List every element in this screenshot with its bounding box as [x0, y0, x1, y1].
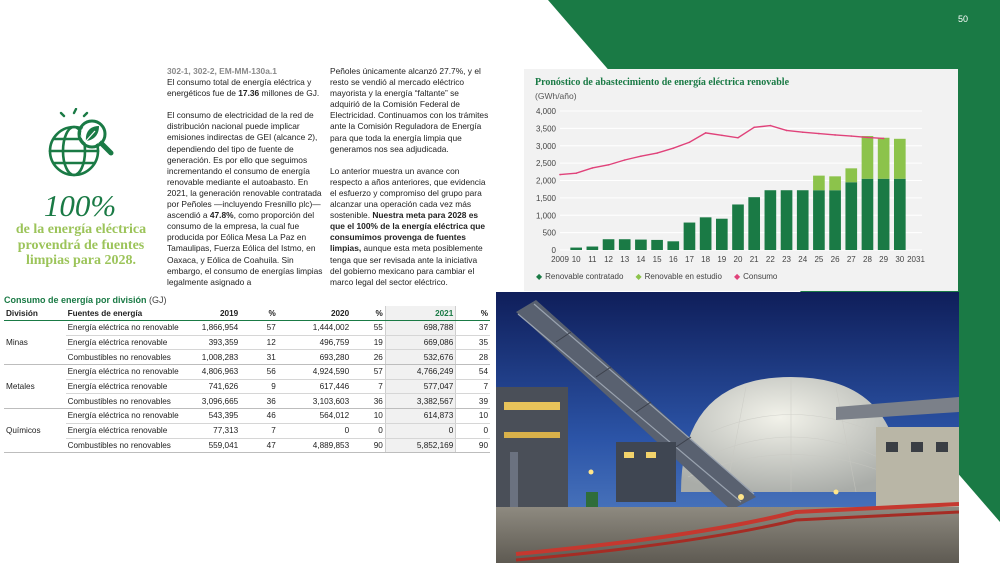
value-cell: 57	[351, 365, 385, 380]
value-cell: 10	[456, 409, 490, 424]
division-cell: Químicos	[6, 426, 41, 436]
bar-renovable-contratado	[667, 241, 679, 250]
consumo-point	[608, 164, 610, 166]
consumo-point	[753, 127, 755, 129]
consumo-point	[575, 172, 577, 174]
value-cell: 0	[351, 423, 385, 438]
legend-item: ◆ Consumo	[733, 272, 778, 281]
source-cell: Combustibles no renovables	[66, 350, 187, 365]
division-cell	[4, 365, 66, 380]
table-title: Consumo de energía por división (GJ)	[4, 295, 167, 305]
consumo-point	[883, 138, 885, 140]
value-cell: 37	[456, 321, 490, 336]
bar-renovable-contratado	[570, 248, 582, 250]
bar-renovable-contratado	[587, 247, 599, 250]
value-cell: 577,047	[385, 379, 455, 394]
x-tick-label: 2009	[551, 255, 569, 264]
value-cell: 4,924,590	[278, 365, 351, 380]
paragraph: Peñoles únicamente alcanzó 27.7%, y el resto se vendió al mercado eléctrico mayorista y la energía “faltante” se adquirió de la Comisión Federal de Electricidad. Continuamos con los trámites ante la Comisión Reguladora de Energía para que toda la energía limpia que generamos nos sea adjudicada.	[330, 66, 489, 154]
source-cell: Energía eléctrica no renovable	[66, 409, 187, 424]
consumo-point	[640, 155, 642, 157]
col-header: 2021	[385, 306, 455, 321]
x-tick-label: 19	[717, 255, 727, 264]
x-tick-label: 14	[636, 255, 646, 264]
value-cell: 1,008,283	[186, 350, 240, 365]
consumo-point	[867, 137, 869, 139]
consumo-point	[770, 125, 772, 127]
value-cell: 3,382,567	[385, 394, 455, 409]
value-cell: 496,759	[278, 335, 351, 350]
chart-title: Pronóstico de abastecimiento de energía eléctrica renovable	[535, 77, 790, 88]
value-cell: 90	[351, 438, 385, 453]
y-tick-label: 4,000	[535, 107, 556, 116]
forecast-chart	[524, 69, 958, 291]
source-cell: Energía eléctrica renovable	[66, 423, 187, 438]
bar-renovable-en-estudio	[894, 139, 906, 179]
chart-legend	[536, 272, 777, 281]
consumo-point	[705, 132, 707, 134]
consumo-point	[850, 135, 852, 137]
value-cell: 31	[240, 350, 278, 365]
legend-item: ◆ Renovable en estudio	[635, 272, 722, 281]
bar-renovable-contratado	[619, 239, 631, 250]
value-cell: 698,788	[385, 321, 455, 336]
value-cell: 564,012	[278, 409, 351, 424]
consumo-point	[689, 141, 691, 143]
bar-renovable-contratado	[603, 239, 615, 250]
x-tick-label: 17	[685, 255, 694, 264]
y-tick-label: 2,000	[535, 176, 556, 186]
value-cell: 54	[456, 365, 490, 380]
table-row	[4, 350, 490, 365]
bar-renovable-contratado	[813, 190, 825, 250]
text-column-1	[167, 66, 327, 299]
y-tick-label: 3,000	[535, 141, 556, 151]
x-tick-label: 29	[879, 255, 889, 264]
x-tick-label: 20	[733, 255, 743, 264]
x-tick-label: 13	[620, 255, 630, 264]
value-cell: 559,041	[186, 438, 240, 453]
y-tick-label: 3,500	[535, 124, 556, 134]
table-row	[4, 409, 490, 424]
bar-renovable-contratado	[797, 190, 809, 250]
source-cell: Energía eléctrica no renovable	[66, 321, 187, 336]
value-cell: 9	[240, 379, 278, 394]
bar-renovable-en-estudio	[829, 176, 841, 190]
table-row	[4, 335, 490, 350]
paragraph: 302-1, 302-2, EM-MM-130a.1 El consumo total de energía eléctrica y energéticos fue de 17.36 millones de GJ.	[167, 66, 320, 99]
value-cell: 56	[240, 365, 278, 380]
bar-renovable-contratado	[732, 204, 744, 250]
source-cell: Energía eléctrica renovable	[66, 379, 187, 394]
value-cell: 7	[240, 423, 278, 438]
bar-renovable-contratado	[862, 179, 874, 250]
bar-renovable-en-estudio	[878, 138, 890, 179]
table-row	[4, 365, 490, 380]
value-cell: 1,444,002	[278, 321, 351, 336]
consumo-point	[672, 147, 674, 149]
value-cell: 36	[351, 394, 385, 409]
col-header: %	[351, 306, 385, 321]
source-cell: Energía eléctrica renovable	[66, 335, 187, 350]
bar-renovable-contratado	[894, 179, 906, 250]
value-cell: 19	[351, 335, 385, 350]
x-tick-label: 25	[814, 255, 824, 264]
energy-consumption-table	[4, 306, 490, 453]
x-tick-label: 21	[749, 255, 759, 264]
value-cell: 3,096,665	[186, 394, 240, 409]
table-row	[4, 321, 490, 336]
value-cell: 55	[351, 321, 385, 336]
legend-item: ◆ Renovable contratado	[536, 272, 624, 281]
bar-renovable-contratado	[684, 223, 696, 250]
x-tick-label: 24	[798, 255, 808, 264]
bar-renovable-en-estudio	[813, 176, 825, 191]
division-cell	[4, 350, 66, 365]
y-tick-label: 2,500	[535, 159, 556, 169]
x-tick-label: 10	[571, 255, 581, 264]
table-row	[4, 379, 490, 394]
value-cell: 7	[456, 379, 490, 394]
division-cell	[4, 394, 66, 409]
bar-renovable-en-estudio	[845, 168, 857, 182]
x-tick-label: 30	[895, 255, 905, 264]
consumo-point	[834, 134, 836, 136]
value-cell: 543,395	[186, 409, 240, 424]
x-tick-label: 18	[701, 255, 711, 264]
bar-renovable-contratado	[700, 217, 712, 250]
value-cell: 28	[456, 350, 490, 365]
bar-renovable-contratado	[635, 240, 647, 250]
x-tick-label: 27	[846, 255, 856, 264]
x-tick-label: 23	[782, 255, 791, 264]
value-cell: 47	[240, 438, 278, 453]
stat-value: 100%	[43, 188, 117, 223]
value-cell: 0	[385, 423, 455, 438]
x-tick-label: 22	[765, 255, 775, 264]
value-cell: 393,359	[186, 335, 240, 350]
value-cell: 90	[456, 438, 490, 453]
bar-renovable-contratado	[878, 179, 890, 250]
paragraph: El consumo de electricidad de la red de distribución nacional puede implicar emisiones indirectas de GEI (alcance 2), dependiendo del tipo de fuente de generación. Es por ello que seguimos incrementando el consumo de energía renovable mediante el autoabasto. En 2021, la generación renovable contratada por Peñoles —incluyendo Fresnillo plc)— ascendió a 47.8%, como proporción del consumo de la empresa, la cual fue producida por Eólica Mesa La Paz en Tamaulipas, Fuerza Eólica del Istmo, en Oaxaca, y Eólica de Coahuila. Sin embargo, el consumo de energías limpias legalmente asignado a	[167, 110, 323, 287]
value-cell: 39	[456, 394, 490, 409]
bar-renovable-contratado	[651, 240, 663, 250]
consumo-point	[818, 133, 820, 135]
value-cell: 693,280	[278, 350, 351, 365]
table-header-row	[4, 306, 490, 321]
y-tick-label: 500	[542, 228, 556, 238]
x-tick-label: 11	[588, 255, 597, 264]
gri-reference: 302-1, 302-2, EM-MM-130a.1	[167, 66, 277, 76]
value-cell: 7	[351, 379, 385, 394]
value-cell: 57	[240, 321, 278, 336]
value-cell: 12	[240, 335, 278, 350]
col-header: Fuentes de energía	[66, 306, 187, 321]
source-cell: Combustibles no renovables	[66, 394, 187, 409]
value-cell: 4,806,963	[186, 365, 240, 380]
value-cell: 36	[240, 394, 278, 409]
value-cell: 532,676	[385, 350, 455, 365]
col-header: 2019	[186, 306, 240, 321]
mining-plant-photo	[496, 292, 959, 563]
x-tick-label: 28	[863, 255, 872, 264]
x-tick-label: 26	[830, 255, 840, 264]
value-cell: 614,873	[385, 409, 455, 424]
table-row	[4, 394, 490, 409]
value-cell: 741,626	[186, 379, 240, 394]
source-cell: Combustibles no renovables	[66, 438, 187, 453]
value-cell: 10	[351, 409, 385, 424]
bar-renovable-contratado	[765, 190, 777, 250]
division-cell	[4, 321, 66, 336]
value-cell: 0	[278, 423, 351, 438]
value-cell: 617,446	[278, 379, 351, 394]
value-cell: 3,103,603	[278, 394, 351, 409]
text-column-2	[330, 66, 490, 299]
x-tick-label: 12	[604, 255, 613, 264]
col-header: División	[4, 306, 66, 321]
col-header: %	[240, 306, 278, 321]
source-cell: Energía eléctrica no renovable	[66, 365, 187, 380]
consumo-point	[802, 131, 804, 133]
table-row	[4, 438, 490, 453]
consumo-point	[624, 159, 626, 161]
y-tick-label: 1,500	[535, 193, 556, 203]
globe-leaf-magnifier-icon	[44, 108, 116, 186]
value-cell: 4,766,249	[385, 365, 455, 380]
value-cell: 5,852,169	[385, 438, 455, 453]
consumo-point	[656, 152, 658, 154]
x-tick-label: 16	[668, 255, 678, 264]
bar-renovable-en-estudio	[862, 136, 874, 179]
value-cell: 669,086	[385, 335, 455, 350]
y-tick-label: 0	[551, 246, 556, 255]
consumo-point	[721, 135, 723, 137]
bar-renovable-contratado	[748, 197, 760, 250]
value-cell: 35	[456, 335, 490, 350]
chart-unit: (GWh/año)	[535, 91, 577, 101]
division-cell	[4, 409, 66, 424]
paragraph: Lo anterior muestra un avance con respecto a años anteriores, que evidencia el esfuerzo y compromiso del grupo para alcanzar una operación cada vez más sostenible. Nuestra meta para 2028 es que el 100% de la energía eléctrica que consumimos provenga de fuentes limpias, aunque esta meta posiblemente tenga que ser revisada ante la iniciativa del gobierno mexicano para cambiar el marco legal del sector eléctrico.	[330, 165, 486, 287]
value-cell: 77,313	[186, 423, 240, 438]
division-cell: Minas	[6, 338, 28, 348]
x-tick-label: 2031	[907, 255, 925, 264]
value-cell: 4,889,853	[278, 438, 351, 453]
y-tick-label: 1,000	[535, 211, 556, 221]
consumo-point	[737, 137, 739, 139]
division-cell	[4, 438, 66, 453]
bar-renovable-contratado	[829, 190, 841, 250]
value-cell: 26	[351, 350, 385, 365]
col-header: 2020	[278, 306, 351, 321]
division-cell: Metales	[6, 382, 35, 392]
value-cell: 1,866,954	[186, 321, 240, 336]
chart-canvas	[524, 69, 958, 291]
consumo-point	[559, 174, 561, 176]
value-cell: 0	[456, 423, 490, 438]
page-number: 50	[957, 14, 968, 24]
x-tick-label: 15	[652, 255, 662, 264]
col-header: %	[456, 306, 490, 321]
bar-renovable-contratado	[781, 190, 793, 250]
bar-renovable-contratado	[716, 219, 728, 250]
value-cell: 46	[240, 409, 278, 424]
consumo-point	[592, 167, 594, 169]
bar-renovable-contratado	[845, 182, 857, 250]
line-consumo	[560, 126, 884, 175]
table-row	[4, 423, 490, 438]
consumo-point	[786, 130, 788, 132]
stat-caption: de la energía eléctrica provendrá de fuentes limpias para 2028.	[15, 222, 147, 268]
